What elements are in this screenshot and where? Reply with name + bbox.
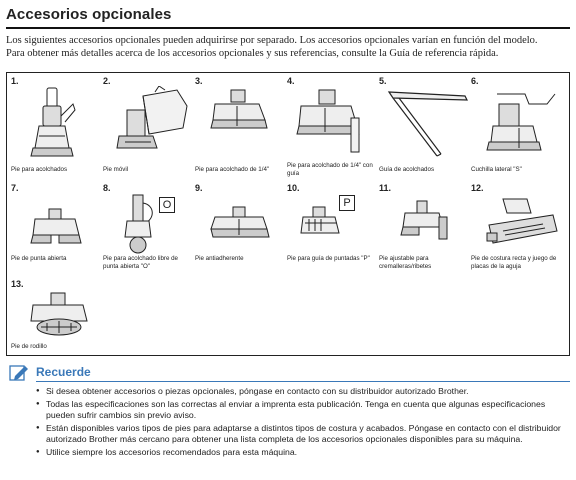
accessory-label: Pie para acolchado de 1/4" con guía [287,162,373,177]
even-feed-foot-icon [113,86,191,158]
accessory-number: 13. [11,279,24,289]
accessory-label: Pie de rodillo [11,343,47,350]
accessory-1 [11,76,103,176]
accessory-label: Pie ajustable para cremalleras/ribetes [379,255,432,270]
intro-line-2: Para obtener más detalles acerca de los accesorios opcionales y sus referencias, consulte la Guía de referencia rápida. [6,48,499,59]
memo-pencil-icon [9,364,29,387]
accessory-number: 8. [103,183,111,193]
list-item: ● Están disponibles varios tipos de pies para adaptarse a distintos tipos de costura y acabados. Póngase en contacto con el distribuidor autorizado Brother más cercano para obtener una lista completa de los accesorios opcionales disponibles para su máquina. [36,423,570,446]
accessory-number: 11. [379,183,392,193]
accessory-10 [287,183,379,283]
accessory-3 [195,76,287,176]
accessory-number: 10. [287,183,300,193]
accessory-number: 6. [471,76,479,86]
accessory-5 [379,76,471,176]
stitch-guide-foot-icon [299,205,343,245]
quarter-inch-guide-foot-icon [295,88,371,160]
quarter-inch-foot-icon [209,88,269,138]
accessory-label: Pie para acolchado libre de punta abierta "O" [103,255,178,270]
accessories-grid [6,72,570,356]
accessory-number: 1. [11,76,19,86]
accessory-number: 4. [287,76,295,86]
accessory-label: Pie antiadherente [195,255,244,262]
accessory-number: 12. [471,183,484,193]
reminder-rule [36,381,570,382]
non-stick-foot-icon [209,205,271,245]
accessory-label: Guía de acolchados [379,166,435,173]
accessory-4 [287,76,379,176]
intro-line-1: Los siguientes accesorios opcionales pueden adquirirse por separado. Los accesorios opcionales varían en función del modelo. [6,35,538,46]
page-title: Accesorios opcionales [6,6,172,23]
accessory-label: Pie para acolchados [11,166,68,173]
accessory-11 [379,183,471,283]
list-item: ● Si desea obtener accesorios o piezas opcionales, póngase en contacto con su distribuidor autorizado Brother. [36,386,570,397]
list-item: ● Utilice siempre los accesorios recomendados para esta máquina. [36,447,570,458]
reminder-header [6,364,570,382]
list-item: ● Todas las especificaciones son las correctas al enviar a imprenta esta publicación. Tenga en cuenta que algunas especificaciones pueden sufrir cambios sin previo aviso. [36,399,570,422]
accessory-number: 3. [195,76,203,86]
reminder-title: Recuerde [36,365,91,379]
zipper-foot-icon [399,199,449,245]
title-rule [6,27,570,29]
reminder-box [6,364,570,460]
accessory-6 [471,76,563,176]
accessory-label: Pie de costura recta y juego de placas de la aguja [471,255,557,270]
accessory-7 [11,183,103,283]
accessory-number: 9. [195,183,203,193]
badge-letter: P [343,197,351,209]
accessory-label: Pie para acolchado de 1/4" [195,166,270,173]
accessory-number: 5. [379,76,387,86]
accessory-2 [103,76,195,176]
accessory-8 [103,183,195,283]
accessory-label: Cuchilla lateral "S" [471,166,522,173]
accessory-label: Pie móvil [103,166,129,173]
accessory-number: 7. [11,183,19,193]
open-toe-foot-icon [29,207,83,251]
accessory-12 [471,183,563,283]
side-cutter-icon [485,90,563,160]
badge-letter: O [162,199,172,211]
badge-o [159,197,175,213]
intro-text [6,34,566,60]
badge-p [339,195,355,211]
free-motion-foot-icon [117,193,161,255]
straight-stitch-plate-icon [483,197,559,249]
accessory-9 [195,183,287,283]
roller-foot-icon [27,291,91,339]
accessory-label: Pie de punta abierta [11,255,67,262]
accessory-number: 2. [103,76,111,86]
reminder-list [6,386,570,458]
walking-foot-icon [29,86,79,164]
accessory-label: Pie para guía de puntadas "P" [287,255,370,262]
quilting-guide-icon [385,86,469,160]
